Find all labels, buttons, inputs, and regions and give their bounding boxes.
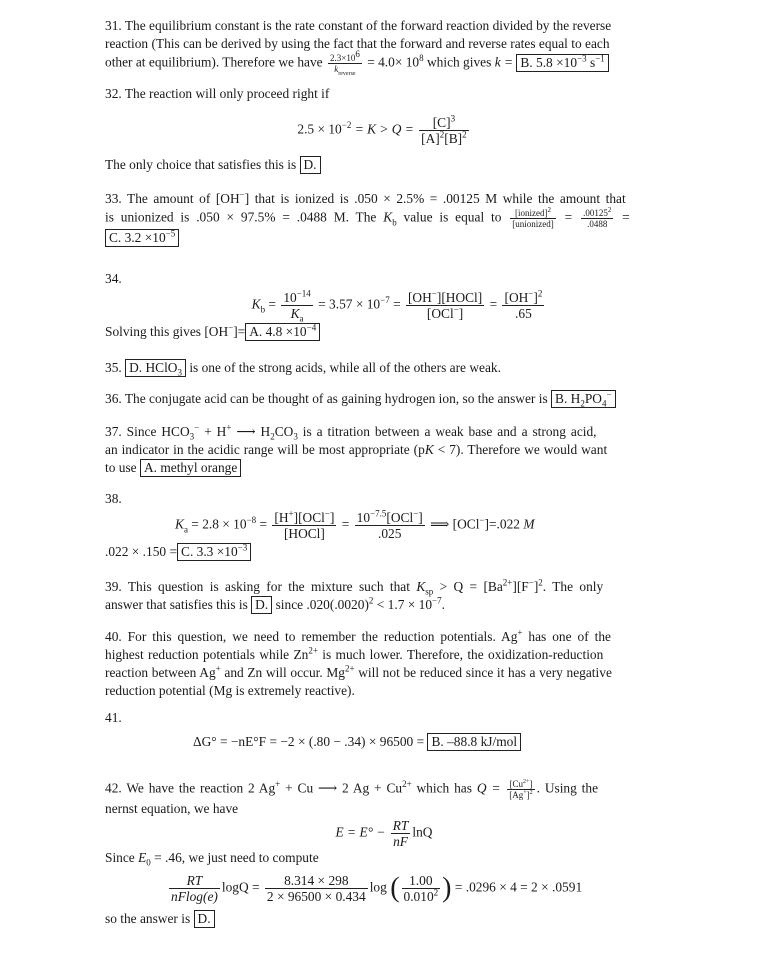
q42-eq2-fraction-3: $\frac{1.00}{0.010^2}$ (403, 873, 439, 904)
q38-ka: K (175, 516, 184, 532)
q42-eq1-num: RT (392, 818, 409, 833)
q42-eq2-fraction-2 (265, 873, 368, 904)
q42-qf-num-a: [Cu (509, 779, 523, 789)
q38-line2 (105, 543, 653, 561)
q37-answer: A. methyl orange (140, 459, 241, 477)
q33-text-d: value is equal to (403, 209, 502, 225)
q42-eq2-f-den: 2 × 96500 × 0.434 (266, 889, 366, 904)
q36-answer-sub2: 4 (601, 398, 607, 409)
question-31 (105, 17, 653, 77)
q31-frac-den: k (334, 64, 339, 74)
q37-line1: 37. Since $HCO_3^- + H^+$ ⟶ $H_2CO_3$ is a titration between a weak base and a strong acid, (105, 422, 597, 442)
q40-text-a: 40. For this question, we need to remember the reduction potentials. Ag (105, 629, 518, 644)
q36-text: 36. The conjugate acid can be thought of as gaining hydrogen ion, so the answer is (105, 391, 548, 406)
q34-text-b: ]= (233, 324, 246, 339)
q39-text-d: ] (533, 579, 539, 594)
q42-text-c: which has (416, 780, 472, 796)
q31-answer-exp: −3 (577, 53, 587, 64)
q39-ksp: K (416, 579, 426, 594)
q34-label: 34. (105, 271, 122, 286)
q38-f1-num-b: ][OCl (293, 510, 325, 525)
q34-line2: Solving this gives [OH−]= A. $4.8 \times 10^{-4}$ (105, 323, 653, 341)
q42-text-e: Since (105, 850, 135, 865)
q34-mid: = 3.57 × 10 (318, 296, 381, 312)
q38-f2-num-c: ] (418, 510, 423, 525)
q40-line1: 40. For this question, we need to remember the reduction potentials. Ag+ has one of the (105, 627, 611, 644)
q39-text-c: ][F (512, 579, 529, 594)
q31-k: k = (494, 54, 514, 70)
q42-line3 (105, 849, 653, 867)
q40-line2: highest reduction potentials while $Zn^{2+}$ is much lower. Therefore, the oxidization-reduction (105, 645, 604, 662)
q42-q: Q = (476, 780, 501, 796)
q40-text-e: reaction between Ag (105, 665, 216, 680)
q38-fraction-1: $\frac{[H^+][OCl^-]}{\text{[HOCl]}}$ (274, 508, 335, 541)
q38-f1-den: [HOCl] (283, 526, 325, 541)
q40-text-g: will not be reduced since it has a very negative (358, 665, 612, 680)
q38-f2-num-a: 10 (356, 510, 371, 525)
q41-label: 41. (105, 710, 122, 725)
q39-answer: D. (251, 596, 272, 614)
question-36 (105, 390, 653, 408)
q39-text-e: . The only (542, 579, 604, 594)
q37-text-e: is a titration between a weak base and a strong acid, (302, 424, 597, 439)
q42-eq1-left: E = E° − (335, 824, 386, 840)
right-paren-icon: ) (442, 872, 452, 904)
q31-answer-unit-exp: −1 (595, 53, 605, 64)
q42-text-f: = .46, we just need to compute (154, 850, 319, 865)
q32-den-b-exp: 2 (462, 129, 467, 140)
q42-line4 (105, 910, 653, 928)
q33-line1: 33. The amount of [OH−] that is ionized is .050 × 2.5% = .00125 M while the amount that (105, 189, 626, 206)
q34-answer (245, 323, 320, 341)
q31-text: other at equilibrium). Therefore we have (105, 54, 323, 70)
question-39 (105, 578, 653, 614)
question-32 (105, 85, 653, 174)
q31-answer (516, 54, 608, 72)
question-33 (105, 190, 653, 247)
q34-equation: $K_b$ = $\frac{10^{-14}}{K_a}$ = $3.57 \times 10^{-7}$ = $\frac{[OH^-][HOCl]}{[OCl^-]}$ = $\frac{[OH^-]^2}{.65}$ (251, 288, 543, 324)
q34-text-a: Solving this gives [OH (105, 324, 229, 339)
q34-f3-num-exp: 2 (537, 288, 543, 299)
q39-ksp-sub: sp (425, 586, 434, 597)
left-paren-icon: ( (390, 872, 400, 904)
q33-answer-exp: −5 (165, 228, 176, 239)
q40-line3: reaction between Ag+ and Zn will occur. $Mg^{2+}$ will not be reduced since it has a very negative (105, 663, 612, 680)
q42-eq2-g-num: 1.00 (402, 873, 441, 889)
q38-fraction-2: $\frac{10^{-7.5}[OCl^-]}{.025}$ (356, 508, 423, 541)
q42-e0: E (138, 850, 147, 865)
q34-f2-num: [OH (407, 290, 432, 305)
q35-label: 35. (105, 360, 122, 375)
q33-f1-num-exp: 2 (547, 206, 552, 214)
q31-answer-value: B. 5.8 ×10 (520, 54, 578, 70)
q42-eq2-fraction-1 (169, 873, 220, 904)
q35-answer-value: D. HClO (129, 360, 178, 375)
q34-f3-num: [OH (504, 290, 529, 305)
q34-mid-exp: −7 (380, 295, 390, 306)
q32-num: [C] (432, 115, 451, 130)
q32-eq-left-exp: −2 (341, 120, 352, 131)
q38-res-b: ]=.022 (484, 516, 520, 532)
q42-eq1-den: nF (393, 834, 408, 849)
q31-line2: reaction (This can be derived by using the fact that the forward and reverse rates equal to each (105, 36, 610, 51)
q33-kb-sub: b (392, 217, 397, 228)
question-34 (105, 270, 653, 341)
q32-den-a: [A] (421, 131, 440, 146)
question-42 (105, 779, 653, 928)
q34-f1-den-sub: a (299, 313, 304, 324)
q38-res-unit: M (523, 516, 535, 532)
q37-text-b: + H (204, 424, 227, 439)
q42-qf-num-b: ] (529, 779, 533, 789)
q40-text-f: and Zn will occur. Mg (224, 665, 345, 680)
q33-text-c: is unionized is .050 × 97.5% = .0488 M. The (105, 209, 377, 225)
q39-text-g: since .020(.0020) (275, 597, 369, 612)
q34-f3-den: .65 (515, 306, 532, 321)
q42-q-fraction: $\frac{[Cu^{2+}]}{[Ag^+]^2}$ (509, 779, 533, 800)
q35-answer-sub: 3 (177, 367, 182, 378)
q35-answer (125, 359, 186, 377)
q37-text-f: an indicator in the acidic range will be most appropriate (p (105, 442, 425, 457)
q31-eq: = 4.0× 10 (367, 54, 420, 70)
q33-fraction-1 (510, 208, 555, 229)
q34-f2-den: [OCl (426, 306, 454, 321)
q37-line3 (105, 459, 653, 477)
q42-e0-sub: 0 (146, 857, 151, 868)
q34-f1-num-exp: −14 (296, 288, 311, 299)
q34-fraction-2: $\frac{[OH^-][HOCl]}{[OCl^-]}$ (407, 288, 483, 321)
q38-text: .022 × .150 = (105, 544, 178, 559)
q39-line2: answer that satisfies this is D. since $.020(.0020)^2 < 1.7 \times 10^{-7}$. (105, 595, 445, 612)
question-37 (105, 423, 653, 477)
q38-f2-num-b: [OCl (386, 510, 414, 525)
question-41 (105, 709, 653, 751)
q33-f2-num: .00125 (583, 208, 608, 218)
q41-eq: ΔG° = −nE°F = −2 × (.80 − .34) × 96500 = (193, 734, 425, 749)
q41-equation (105, 733, 653, 751)
q31-line3 (105, 49, 653, 77)
q39-text-h: < 1.7 × 10 (376, 597, 433, 612)
q40-text-b: has one of the (528, 629, 611, 644)
q36-line (105, 390, 653, 408)
q31-fraction (328, 49, 362, 77)
q38-equation: $K_a = 2.8 \times 10^{-8}$ = $\frac{[H^+][OCl^-]}{\text{[HOCl]}}$ = $\frac{10^{-7.5}[OCl^-]}{.025}$ ⟹ [OCl−]=.022 M (175, 508, 535, 541)
question-40 (105, 628, 653, 700)
q34-answer-exp: −4 (306, 322, 317, 333)
q33-answer-value: C. 3.2 ×10 (109, 230, 166, 245)
q37-text-c: ⟶ H (236, 424, 271, 439)
q42-eq2-g-den: 0.010 (403, 889, 434, 904)
q33-f2-num-exp: 2 (607, 206, 612, 214)
q39-text-b: > Q = [Ba (439, 579, 503, 594)
q38-label: 38. (105, 491, 122, 506)
q38-f2-num-exp: −7.5 (370, 508, 387, 519)
q40-text-d: is much lower. Therefore, the oxidization-reduction (322, 647, 604, 662)
q34-kb: K (251, 296, 261, 312)
q38-f2-den: .025 (377, 526, 402, 541)
q42-text-a: 42. We have the reaction 2 Ag (105, 780, 276, 796)
q38-ka-sub: a (183, 524, 188, 535)
q37-text-a: 37. Since HCO (105, 424, 190, 439)
q33-eq2: = (622, 209, 630, 225)
q35-line (105, 359, 653, 377)
q42-text-d: . Using the (536, 780, 599, 796)
q34-fraction-3: $\frac{[OH^-]^2}{.65}$ (504, 288, 543, 321)
q42-eq2-f-num: 8.314 × 298 (265, 873, 368, 889)
q32-line2 (105, 156, 653, 174)
q34-answer-value: A. 4.8 ×10 (249, 324, 307, 339)
q32-eq-left: 2.5 × 10 (297, 121, 342, 137)
q37-text-d: CO (274, 424, 294, 439)
q42-text-g: so the answer is (105, 911, 191, 926)
q31-eq-exp: 8 (419, 53, 424, 64)
q32-fraction (419, 115, 468, 146)
q34-f1-num: 10 (283, 290, 297, 305)
q33-line3 (105, 229, 653, 247)
q42-text-b: + Cu ⟶ 2 Ag + Cu (285, 780, 403, 796)
q42-compute-equation (105, 873, 653, 904)
q33-f1-den: [unionized] (512, 219, 554, 229)
q33-answer (105, 229, 179, 247)
q42-eq2-den: nFlog(e) (171, 889, 218, 904)
q42-line1: 42. We have the reaction 2 Ag+ + Cu ⟶ 2 $Ag + Cu^{2+}$ which has Q = $\frac{[Cu^{2+}]}{[Ag^+]^2}$ . Using the (105, 779, 599, 800)
q32-num-exp: 3 (450, 113, 456, 124)
q42-eq1-fraction (391, 818, 411, 849)
q33-text-b: ] that is ionized is .050 × 2.5% = .00125 M while the amount that (244, 191, 626, 206)
q34-f1-den: K (290, 306, 300, 321)
q35-text: is one of the strong acids, while all of the others are weak. (189, 360, 501, 375)
q38-res-a: [OCl (452, 516, 480, 532)
q42-line2: nernst equation, we have (105, 801, 239, 816)
q36-answer-a: B. H (555, 391, 581, 406)
question-38 (105, 490, 653, 561)
q39-text-i: . (441, 597, 445, 612)
q37-text-h: to use (105, 460, 137, 475)
q32-equation (105, 115, 653, 146)
q32-line1: 32. The reaction will only proceed right if (105, 86, 330, 101)
q34-kb-sub: b (260, 304, 266, 315)
q31-frac-den-sub: reverse (338, 70, 356, 77)
q42-qf-den-a: [Ag (509, 790, 524, 800)
question-35 (105, 359, 653, 377)
q38-answer-value: C. 3.3 ×10 (181, 544, 238, 559)
q33-kb: K (383, 209, 393, 225)
q33-f2-den: .0488 (587, 219, 608, 229)
q32-den-a-exp: 2 (439, 129, 445, 140)
q39-line1: 39. This question is asking for the mixture such that $K_{sp} > Q = [Ba^{2+}][F^-]^2$. The only (105, 577, 604, 597)
q42-eq2-res: = .0296 × 4 = 2 × .0591 (454, 879, 583, 895)
q41-answer: B. –88.8 kJ/mol (427, 733, 521, 751)
q31-frac-num: 2.3×10 (330, 53, 356, 63)
q42-qf-den-b: ] (526, 790, 530, 800)
q33-line2 (105, 208, 653, 229)
q32-text: The only choice that satisfies this is (105, 157, 297, 172)
q36-answer-sub1: 2 (580, 398, 585, 409)
q42-answer: D. (194, 910, 215, 928)
q33-fraction-2 (581, 208, 613, 229)
q33-eq1: = (564, 209, 573, 225)
q38-implies: ⟹ (430, 516, 450, 532)
q38-f1-num-a: [H (274, 510, 289, 525)
q39-text-f: answer that satisfies this is (105, 597, 248, 612)
q38-eq1: = 2.8 × 10 (191, 516, 247, 532)
q36-answer: B. $H_2PO_4^-$ (551, 390, 616, 408)
q33-text-a: 33. The amount of [OH (105, 191, 240, 206)
q42-eq2-log: log (369, 879, 387, 895)
q32-eq-mid: = K > Q = (354, 121, 414, 137)
q31-which-gives: which gives (426, 54, 492, 70)
q33-f1-num: [ionized] (515, 208, 548, 218)
q32-den-b: [B] (444, 131, 463, 146)
q34-f2-den-b: ] (458, 306, 464, 321)
q40-text-c: highest reduction potentials while Zn (105, 647, 309, 662)
q38-eq1-exp: −8 (246, 515, 257, 526)
q31-answer-unit: s (589, 54, 596, 70)
q32-answer: D. (300, 156, 321, 174)
q31-frac-num-exp: 6 (355, 49, 360, 59)
q39-text-a: 39. This question is asking for the mixture such that (105, 579, 410, 594)
q37-line2 (105, 441, 653, 459)
q34-f3-num-b: ] (533, 290, 538, 305)
q38-f1-num-c: ] (329, 510, 335, 525)
q40-line4: reduction potential (Mg is extremely reactive). (105, 683, 355, 698)
q37-text-g: < 7). Therefore we would want (437, 442, 608, 457)
q42-eq2-num: RT (186, 873, 203, 888)
q42-eq1-right: lnQ (412, 824, 433, 840)
q34-f2-num-b: ][HOCl] (436, 290, 483, 305)
q42-nernst-equation (105, 818, 653, 849)
q38-answer (177, 543, 251, 561)
q31-line1: 31. The equilibrium constant is the rate constant of the forward reaction divided by the reverse (105, 18, 612, 33)
q36-answer-b: PO (584, 391, 602, 406)
q37-k: K (424, 442, 434, 457)
q34-fraction-1 (281, 288, 312, 324)
q42-eq2-a: logQ = (221, 879, 260, 895)
q38-answer-exp: −3 (237, 542, 248, 553)
